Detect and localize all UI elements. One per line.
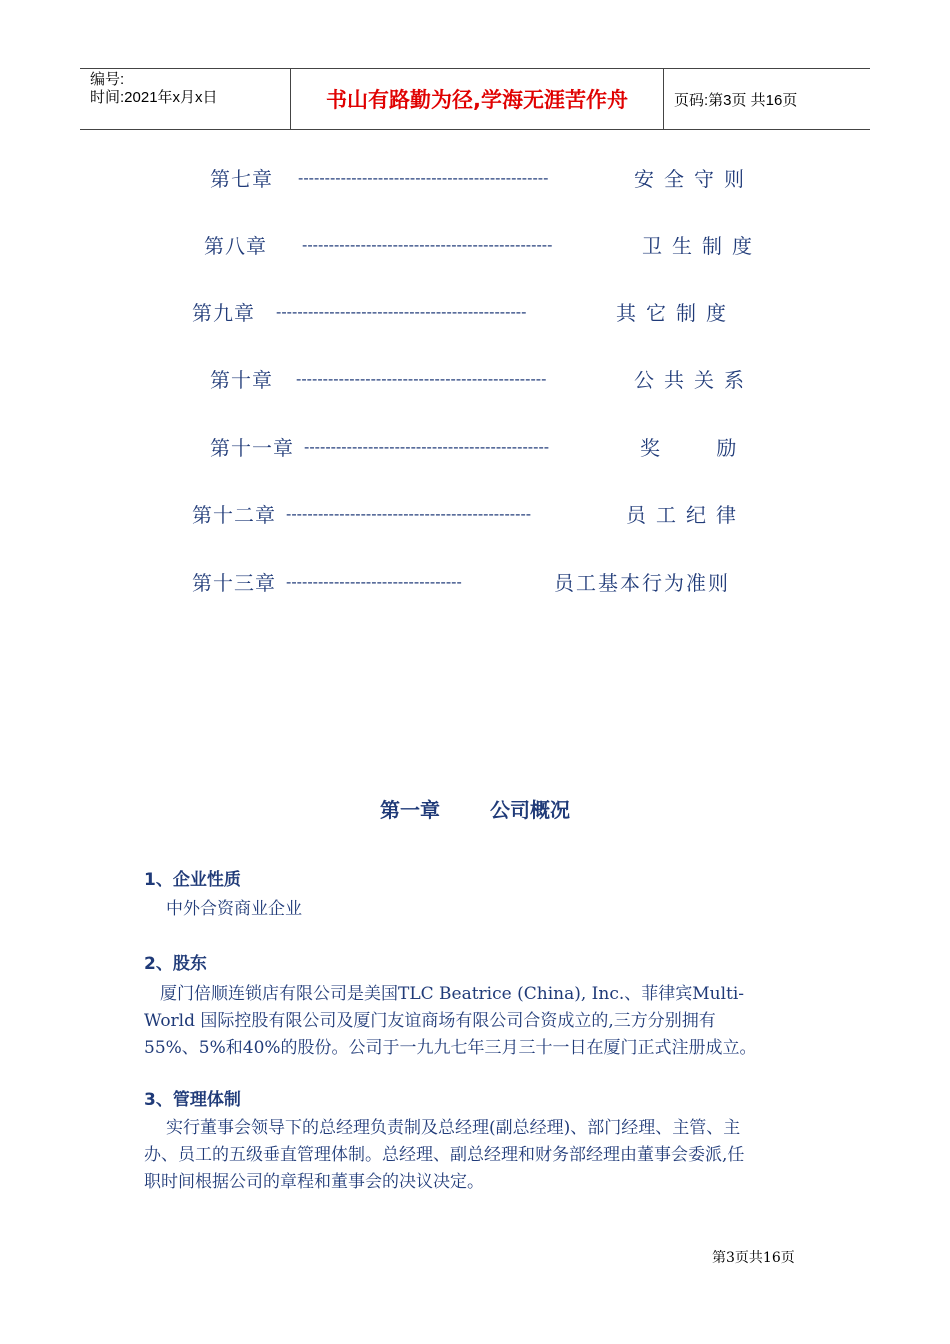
page-header: [80, 68, 870, 130]
toc-chapter: 第八章: [204, 234, 267, 258]
toc-chapter: 第七章: [210, 167, 273, 191]
body-line: 中外合资商业企业: [166, 899, 302, 919]
toc-leader: ----------------------------------------------: [286, 506, 532, 523]
toc-title: 员工纪律: [626, 503, 746, 527]
toc-title: 卫生制度: [642, 234, 762, 258]
body-line: 55%、5%和40%的股份。公司于一九九七年三月三十一日在厦门正式注册成立。: [144, 1038, 757, 1058]
toc-item[interactable]: [210, 365, 770, 395]
body-line: 职时间根据公司的章程和董事会的决议决定。: [144, 1172, 484, 1192]
toc-item[interactable]: [210, 433, 770, 463]
toc-item[interactable]: [204, 231, 774, 261]
chapter-number: 第一章: [380, 798, 440, 822]
toc-chapter: 第十一章: [210, 436, 294, 460]
section-body: [144, 981, 810, 1062]
toc-leader: -----------------------------------------------: [302, 237, 553, 254]
toc-chapter: 第十二章: [192, 503, 276, 527]
section-heading: 1、企业性质: [144, 870, 241, 890]
document-number-label: 编号:: [90, 71, 125, 88]
toc-item[interactable]: [192, 568, 752, 598]
section-body: [166, 896, 832, 923]
toc-title: 安全守则: [634, 167, 754, 191]
section-heading: 2、股东: [144, 954, 207, 974]
toc-leader: ---------------------------------: [286, 574, 462, 591]
toc-title: 公共关系: [634, 368, 754, 392]
toc-leader: -----------------------------------------------: [296, 371, 547, 388]
toc-chapter: 第九章: [192, 301, 255, 325]
body-line: 办、员工的五级垂直管理体制。总经理、副总经理和财务部经理由董事会委派,任: [144, 1145, 745, 1165]
chapter-name: 公司概况: [490, 798, 570, 822]
header-page-info: 页码:第3页 共16页: [674, 91, 798, 109]
toc-leader: -----------------------------------------------: [298, 170, 549, 187]
toc-chapter: 第十章: [210, 368, 273, 392]
document-date: 时间:2021年x月x日: [90, 89, 218, 106]
toc-title: 员工基本行为准则: [554, 571, 730, 595]
toc-item[interactable]: [192, 298, 752, 328]
body-line: 实行董事会领导下的总经理负责制及总经理(副总经理)、部门经理、主管、主: [166, 1118, 741, 1138]
chapter-heading: [0, 794, 950, 823]
body-line: World 国际控股有限公司及厦门友谊商场有限公司合资成立的,三方分别拥有: [144, 1011, 716, 1031]
toc-item[interactable]: [192, 500, 752, 530]
toc-leader: -----------------------------------------------: [276, 304, 527, 321]
body-line: 厦门倍顺连锁店有限公司是美国TLC Beatrice (China), Inc.、菲律宾Multi-: [160, 984, 745, 1004]
toc-chapter: 第十三章: [192, 571, 276, 595]
toc-leader: ----------------------------------------------: [304, 439, 550, 456]
toc-item[interactable]: [210, 164, 770, 194]
section-body: [144, 1115, 810, 1196]
toc-title: 奖 励: [640, 436, 737, 460]
page-footer: 第3页共16页: [712, 1250, 795, 1266]
header-meta: [80, 69, 291, 129]
section-heading: 3、管理体制: [144, 1090, 241, 1110]
header-motto: 书山有路勤为径,学海无涯苦作舟: [291, 69, 664, 129]
toc-title: 其它制度: [616, 301, 736, 325]
